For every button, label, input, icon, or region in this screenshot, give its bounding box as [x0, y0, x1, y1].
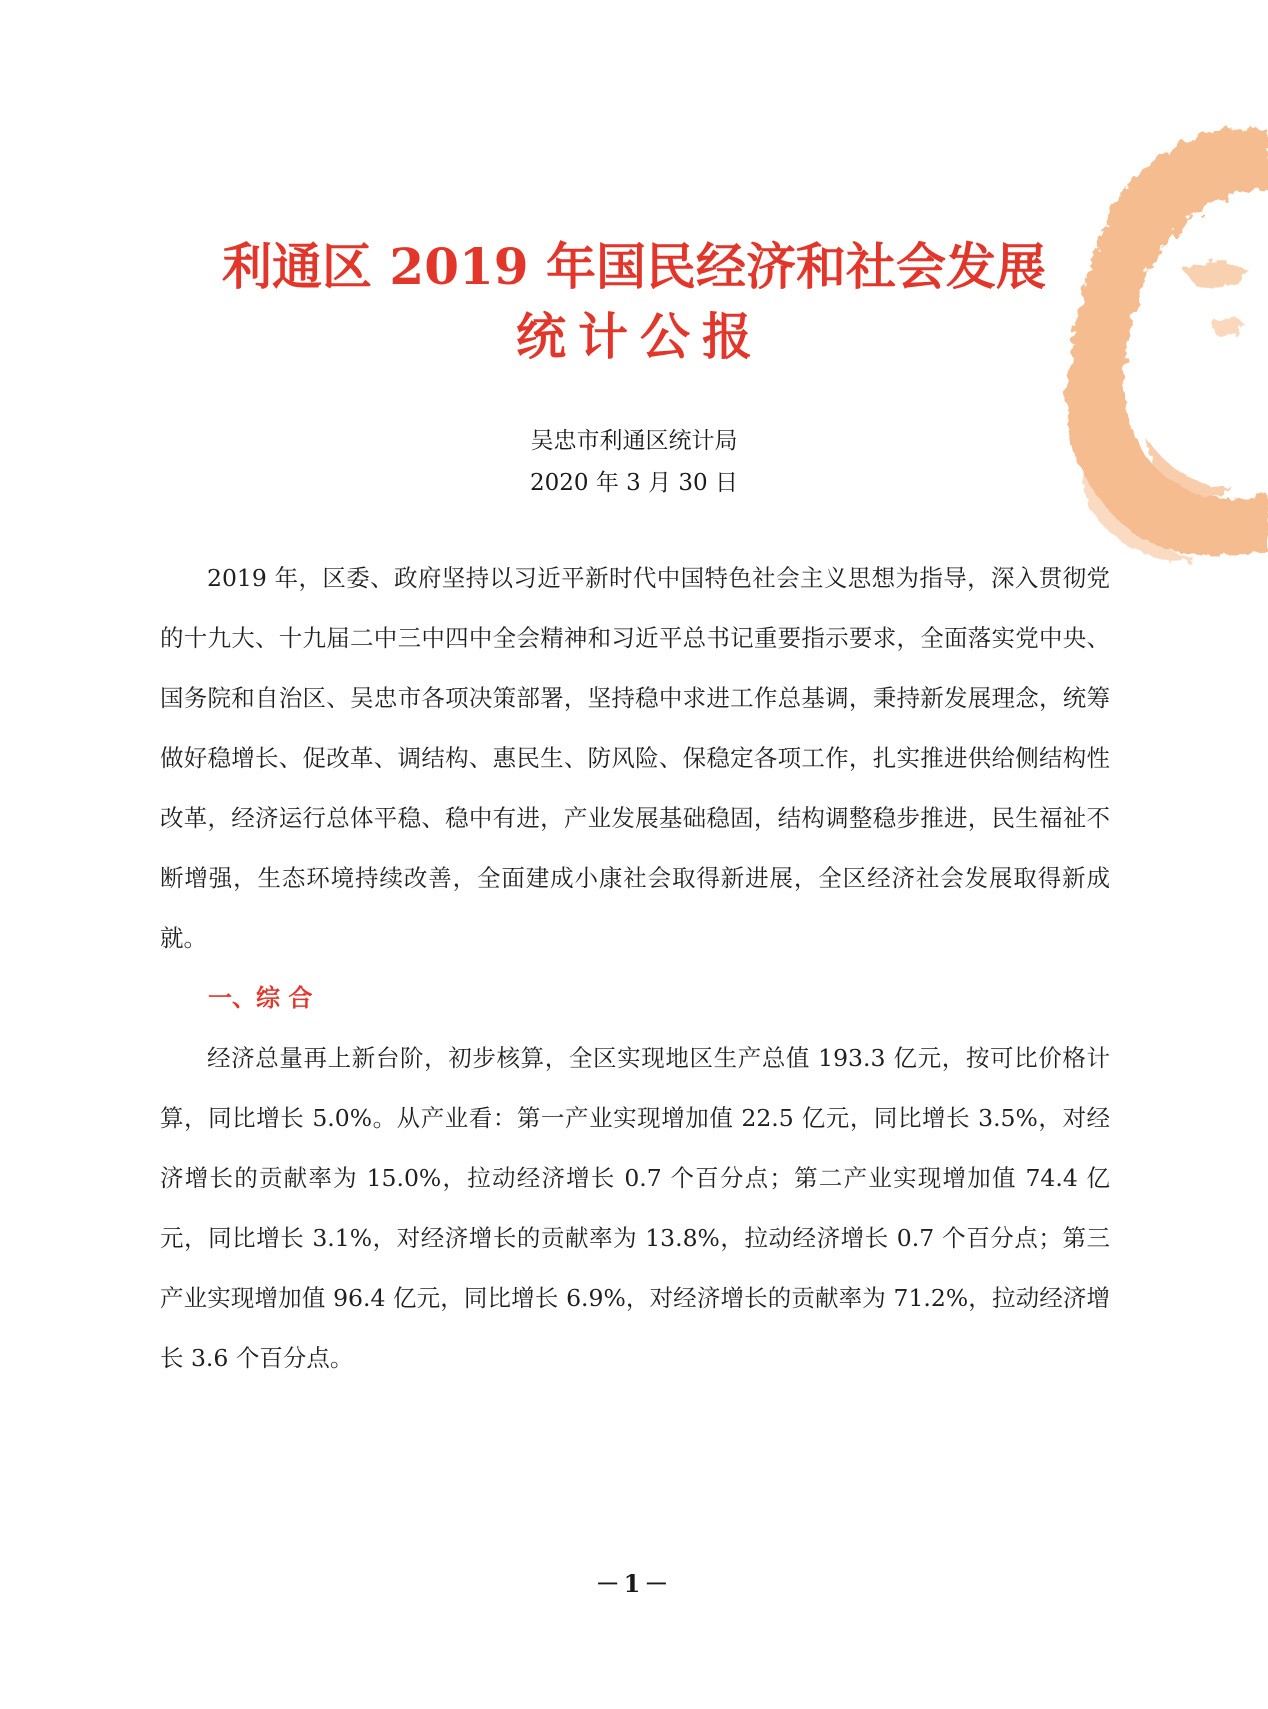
document-body: [160, 548, 1110, 1388]
page-number: －1－: [595, 1569, 673, 1598]
issuer-name: 吴忠市利通区统计局: [530, 428, 738, 454]
publish-date: 2020 年 3 月 30 日: [530, 470, 738, 496]
section-overview-paragraph: 经济总量再上新台阶，初步核算，全区实现地区生产总值 193.3 亿元，按可比价格计算，同比增长 5.0%。从产业看：第一产业实现增加值 22.5 亿元，同比增长 3.5%，对经济增长的贡献率为 15.0%，拉动经济增长 0.7 个百分点；第二产业实现增加值 74.4 亿元，同比增长 3.1%，对经济增长的贡献率为 13.8%，拉动经济增长 0.7 个百分点；第三产业实现增加值 96.4 亿元，同比增长 6.9%，对经济增长的贡献率为 71.2%，拉动经济增长 3.6 个百分点。: [160, 1044, 1110, 1372]
title-block: [0, 232, 1268, 372]
document-meta: [0, 420, 1268, 504]
section-heading-overview: 一、综 合: [208, 984, 313, 1012]
intro-paragraph: 2019 年，区委、政府坚持以习近平新时代中国特色社会主义思想为指导，深入贯彻党的十九大、十九届二中三中四中全会精神和习近平总书记重要指示要求，全面落实党中央、国务院和自治区、吴忠市各项决策部署，坚持稳中求进工作总基调，秉持新发展理念，统筹做好稳增长、促改革、调结构、惠民生、防风险、保稳定各项工作，扎实推进供给侧结构性改革，经济运行总体平稳、稳中有进，产业发展基础稳固，结构调整稳步推进，民生福祉不断增强，生态环境持续改善，全面建成小康社会取得新进展，全区经济社会发展取得新成就。: [160, 564, 1110, 952]
document-title-line-1: 利通区 2019 年国民经济和社会发展: [222, 237, 1046, 296]
document-title-line-2: 统计公报: [516, 307, 764, 366]
